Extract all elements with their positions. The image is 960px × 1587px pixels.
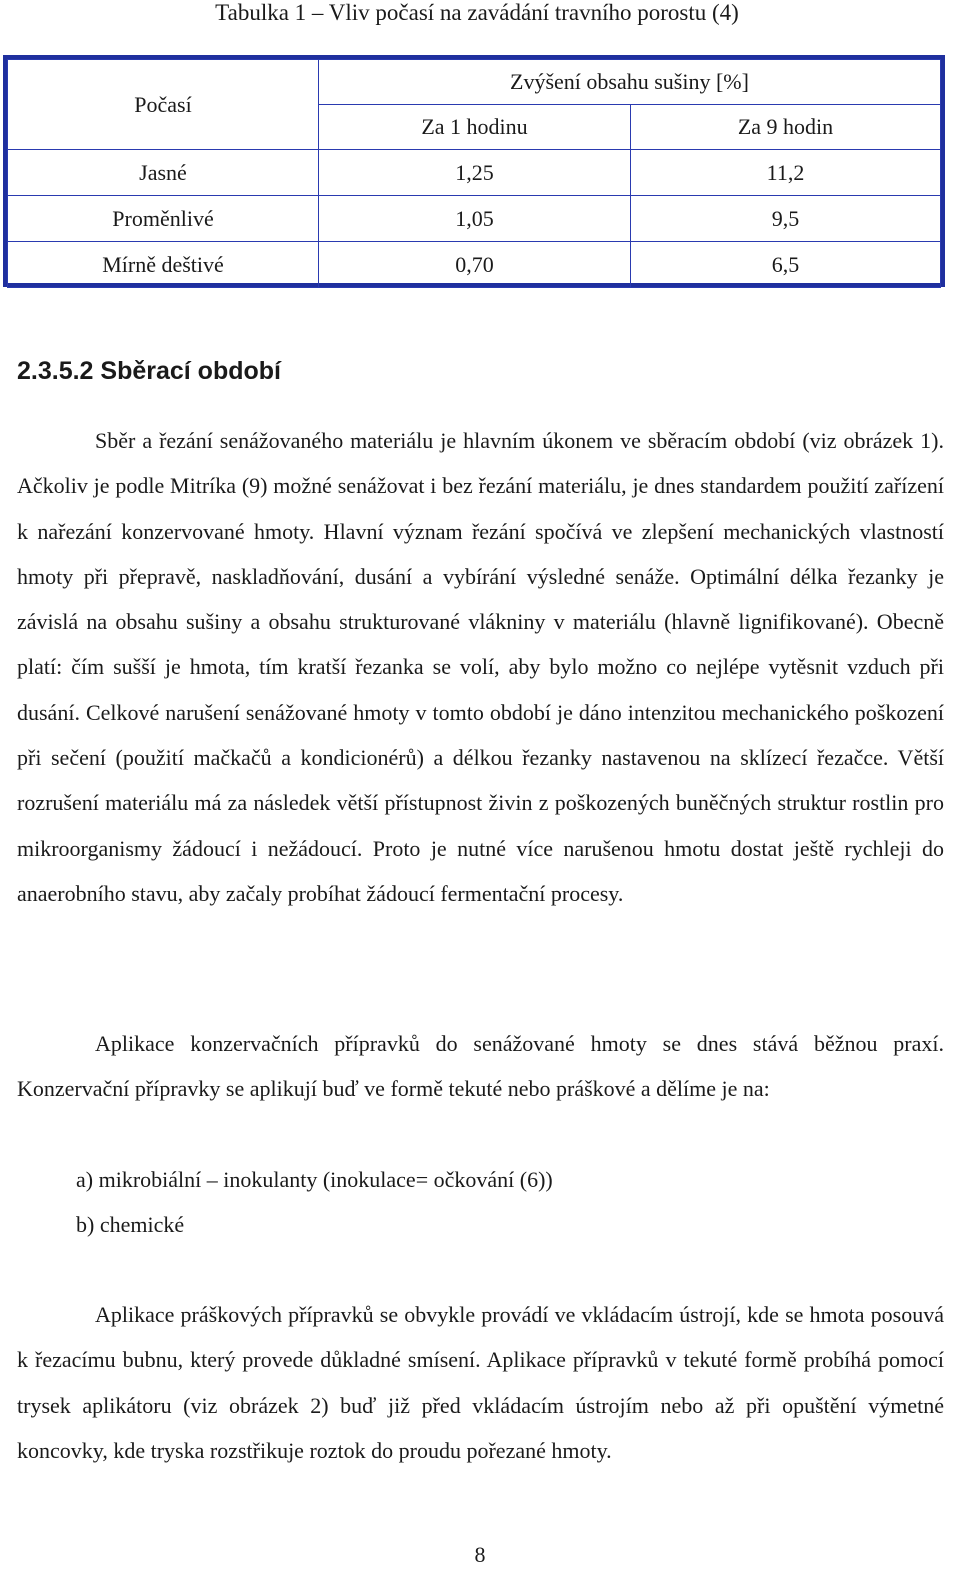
table-row xyxy=(8,196,941,242)
table-caption xyxy=(0,0,960,26)
paragraph-application xyxy=(17,1292,944,1473)
cell-1-hour: 0,70 xyxy=(319,242,631,288)
paragraph-collection-period xyxy=(17,418,944,916)
header-weather: Počasí xyxy=(8,60,319,150)
header-9-hours: Za 9 hodin xyxy=(631,105,941,150)
cell-1-hour: 1,25 xyxy=(319,150,631,196)
cell-1-hour: 1,05 xyxy=(319,196,631,242)
header-1-hour: Za 1 hodinu xyxy=(319,105,631,150)
table-row xyxy=(8,150,941,196)
cell-9-hours: 11,2 xyxy=(631,150,941,196)
cell-9-hours: 9,5 xyxy=(631,196,941,242)
paragraph-text: Sběr a řezání senážovaného materiálu je hlavním úkonem ve sběracím období (viz obrázek 1). Ačkoliv je podle Mitríka (9) možné senážovat i bez řezání materiálu, je dnes standardem použití zařízení k nařezání konzervované hmoty. Hlavní význam řezání spočívá ve zlepšení mechanických vlastností hmoty při přepravě, naskladňování, dusání a vybírání výsledné senáže. Optimální délka řezanky je závislá na obsahu sušiny a obsahu strukturované vlákniny v materiálu (hlavně lignifikované). Obecně platí: čím sušší je hmota, tím kratší řezanka se volí, aby bylo možno co nejlépe vytěsnit vzduch při dusání. Celkové narušení senážované hmoty v tomto období je dáno intenzitou mechanického poškození při sečení (použití mačkačů a kondicionérů) a délkou řezanky nastavenou na sklízecí řezačce. Větší rozrušení materiálu má za následek větší přístupnost živin z poškozených buněčných struktur rostlin pro mikroorganismy žádoucí i nežádoucí. Proto je nutné více narušenou hmotu dostat ještě rychleji do anaerobního stavu, aby začaly probíhat žádoucí fermentační procesy. xyxy=(17,428,944,906)
cell-weather: Mírně deštivé xyxy=(8,242,319,288)
paragraph-text: Aplikace konzervačních přípravků do senážované hmoty se dnes stává běžnou praxí. Konzervační přípravky se aplikují buď ve formě tekuté nebo práškové a dělíme je na: xyxy=(17,1031,944,1102)
header-dry-matter-increase: Zvýšení obsahu sušiny [%] xyxy=(319,60,941,105)
page-number: 8 xyxy=(474,1542,486,1567)
paragraph-text: Aplikace práškových přípravků se obvykle provádí ve vkládacím ústrojí, kde se hmota posouvá k řezacímu bubnu, který provede důkladné smísení. Aplikace přípravků v tekuté formě probíhá pomocí trysek aplikátoru (viz obrázek 2) buď již před vkládacím ústrojím nebo až při opuštění výmetné koncovky, kde tryska rozstřikuje roztok do proudu pořezané hmoty. xyxy=(17,1302,944,1463)
paragraph-preservatives xyxy=(17,1021,944,1112)
weather-table-grid xyxy=(7,59,941,288)
table-row xyxy=(8,242,941,288)
list-item-microbial: a) mikrobiální – inokulanty (inokulace= očkování (6)) xyxy=(76,1167,553,1192)
cell-weather: Jasné xyxy=(8,150,319,196)
cell-weather: Proměnlivé xyxy=(8,196,319,242)
cell-9-hours: 6,5 xyxy=(631,242,941,288)
table-caption-text: Tabulka 1 – Vliv počasí na zavádání travního porostu (4) xyxy=(215,0,739,25)
table-header-row xyxy=(8,60,941,105)
list-item-chemical: b) chemické xyxy=(76,1212,185,1237)
section-heading: 2.3.5.2 Sběrací období xyxy=(17,357,281,385)
weather-table xyxy=(3,55,945,287)
